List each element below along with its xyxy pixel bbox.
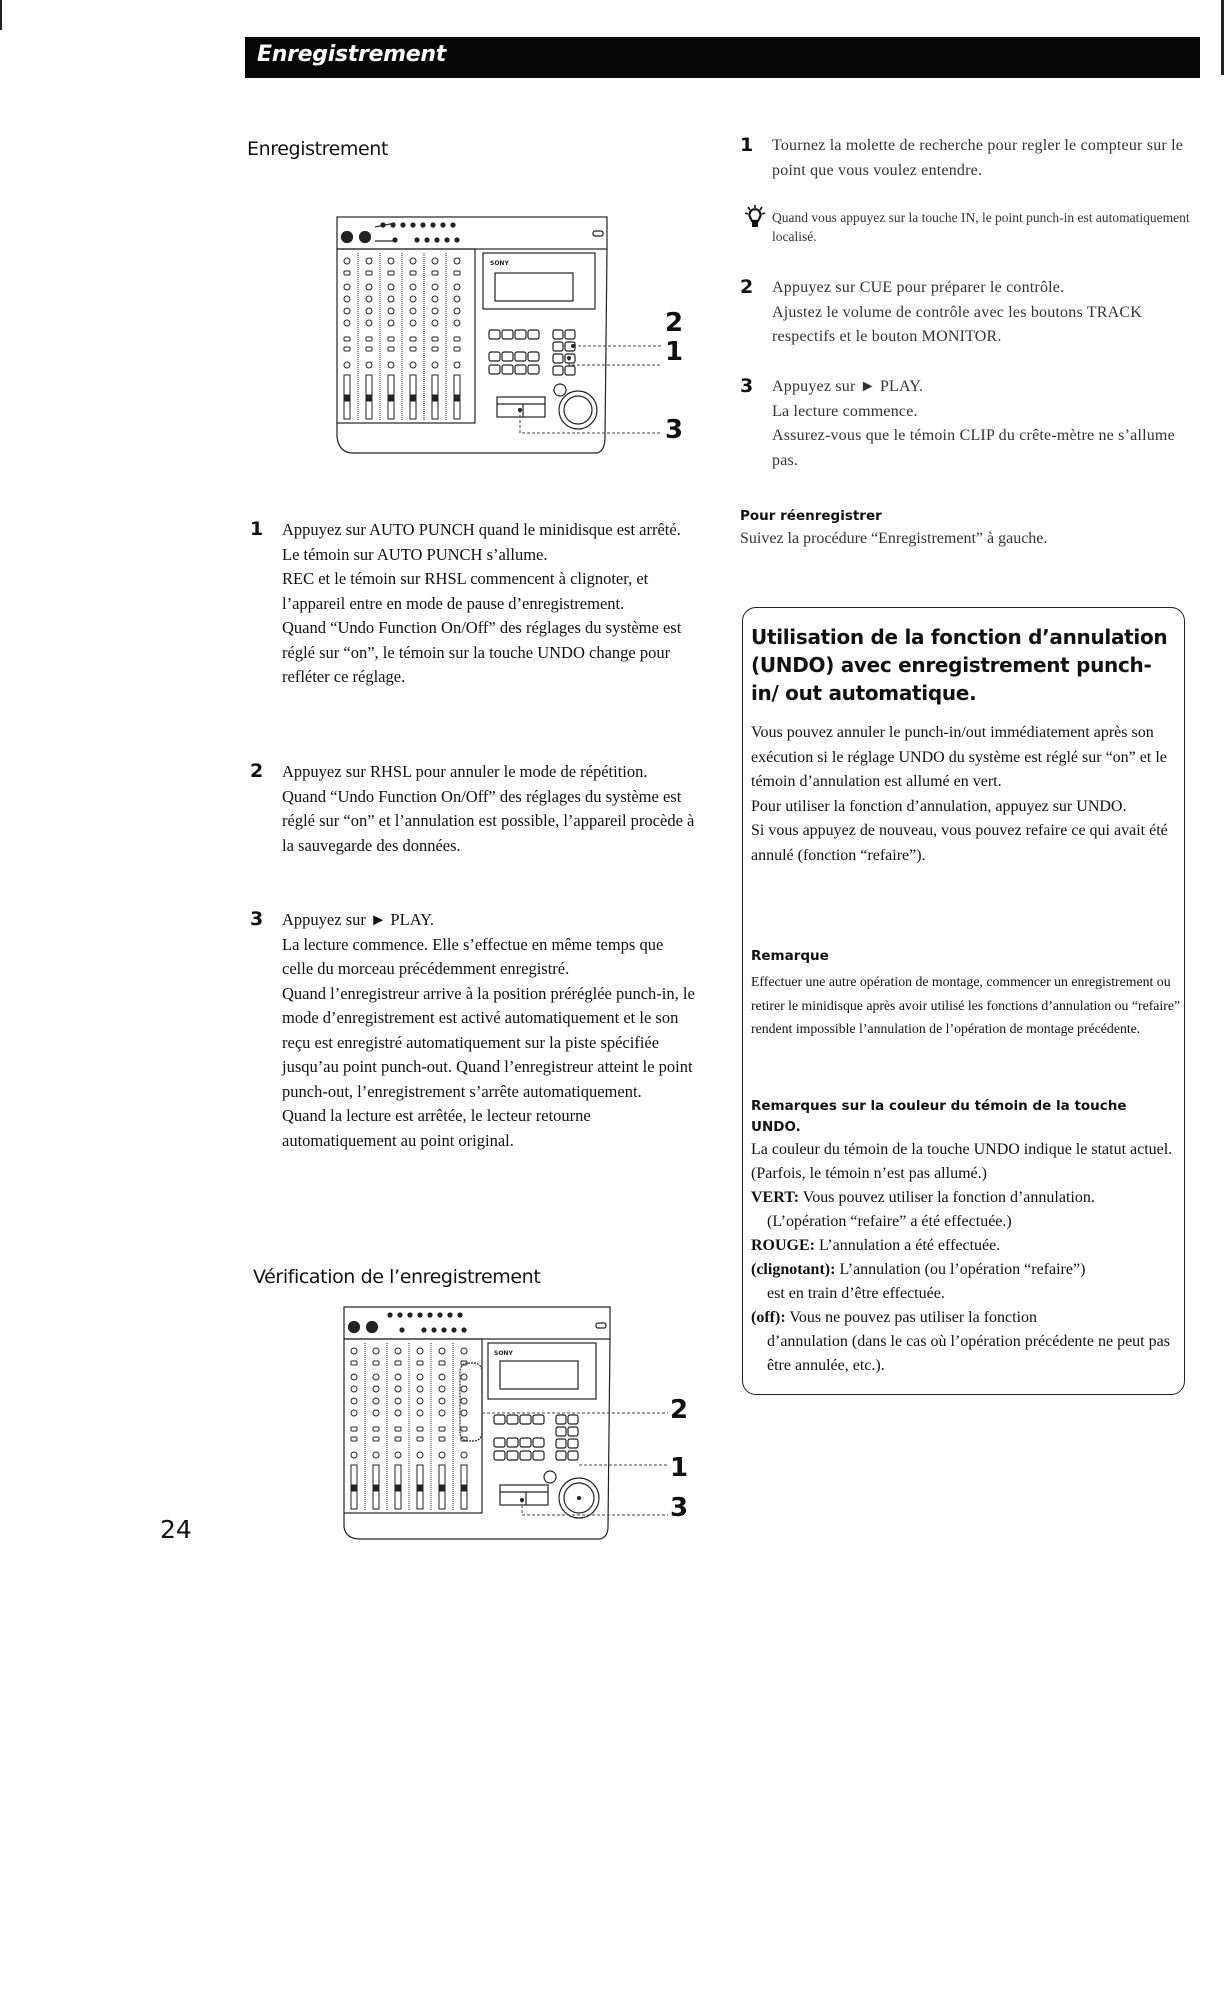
knob xyxy=(366,258,372,264)
step-text: La lecture commence. Elle s’effectue en même temps que celle du morceau précédemment enregistré. xyxy=(282,934,664,978)
knob xyxy=(395,1374,401,1380)
callout-label-2: 2 xyxy=(670,1395,689,1425)
knob xyxy=(366,296,372,302)
channel-button xyxy=(417,1361,423,1365)
brand-label: SONY xyxy=(490,260,509,267)
undo-box-paragraphs xyxy=(751,721,1181,868)
channel-button xyxy=(439,1427,445,1431)
knob xyxy=(454,308,460,314)
knob xyxy=(417,1374,423,1380)
channel-button xyxy=(410,271,416,275)
rerecord-text: Suivez la procédure “Enregistrement” à gauche. xyxy=(740,530,1048,547)
step-text: Appuyez sur AUTO PUNCH quand le minidisque est arrêté. xyxy=(282,520,681,539)
knob xyxy=(417,1398,423,1404)
step-text: Tournez la molette de recherche pour regler le compteur sur le point que vous voulez entendre. xyxy=(772,137,1184,179)
fader-cap xyxy=(395,1485,401,1491)
fader-cap xyxy=(439,1485,445,1491)
knob xyxy=(410,320,416,326)
channel-button xyxy=(395,1361,401,1365)
knob xyxy=(373,1348,379,1354)
knob xyxy=(432,284,438,290)
device-top-panel xyxy=(337,217,607,249)
fader-cap xyxy=(388,395,394,401)
knob xyxy=(366,362,372,368)
knob xyxy=(461,1410,467,1416)
color-note-cont: est en train d’être effectuée. xyxy=(767,1285,945,1302)
step-text: Appuyez sur ► PLAY. xyxy=(772,378,924,395)
callout-label-2: 2 xyxy=(665,308,684,338)
step-text: Assurez-vous que le témoin CLIP du crête-mètre ne s’allume pas. xyxy=(772,427,1175,469)
channel-button xyxy=(344,271,350,275)
remarque-heading: Remarque xyxy=(751,948,829,964)
fader-cap xyxy=(373,1485,379,1491)
knob xyxy=(373,1452,379,1458)
brand-label: SONY xyxy=(494,1350,513,1357)
knob xyxy=(432,362,438,368)
channel-button xyxy=(388,271,394,275)
channel-button xyxy=(366,337,372,341)
knob xyxy=(351,1386,357,1392)
channel-button xyxy=(439,1361,445,1365)
color-label: VERT: xyxy=(751,1189,800,1206)
knob xyxy=(432,296,438,302)
knob xyxy=(388,258,394,264)
section-title-recording: Enregistrement xyxy=(247,138,388,160)
knob xyxy=(432,320,438,326)
knob xyxy=(454,284,460,290)
knob xyxy=(373,1398,379,1404)
channel-button xyxy=(351,1427,357,1431)
channel-button xyxy=(439,1437,445,1441)
lcd-screen xyxy=(495,273,573,301)
eject-button xyxy=(593,231,603,236)
knob xyxy=(439,1398,445,1404)
knob xyxy=(461,1452,467,1458)
channel-button xyxy=(373,1427,379,1431)
step-number: 3 xyxy=(250,908,264,930)
fader-cap xyxy=(410,395,416,401)
channel-button xyxy=(410,347,416,351)
knob xyxy=(351,1398,357,1404)
knob xyxy=(395,1398,401,1404)
step-number: 3 xyxy=(740,375,754,397)
knob xyxy=(373,1386,379,1392)
knob xyxy=(395,1386,401,1392)
channel-button xyxy=(351,1361,357,1365)
color-label: (off): xyxy=(751,1309,786,1326)
knob xyxy=(351,1374,357,1380)
section-title-verification: Vérification de l’enregistrement xyxy=(253,1266,541,1288)
eject-button xyxy=(596,1323,606,1328)
knob xyxy=(388,320,394,326)
chapter-title: Enregistrement xyxy=(257,42,446,67)
callout-label-1: 1 xyxy=(670,1453,689,1483)
undo-paragraph: Pour utiliser la fonction d’annulation, appuyez sur UNDO. xyxy=(751,797,1127,815)
knob xyxy=(344,320,350,326)
knob xyxy=(417,1452,423,1458)
step-text: Quand l’enregistreur arrive à la position préréglée punch-in, le mode d’enregistrement est activé automatiquement et le son reçu est enregistré automatiquement sur la piste spécifiée jusqu’au point punch-out. Quand l’enregistreur atteint le point punch-out, l’enregistrement s’arrête automatiquement. xyxy=(282,983,695,1101)
step-text: Quand “Undo Function On/Off” des réglages du système est réglé sur “on”, le témoin sur la touche UNDO change pour refléter ce réglage. xyxy=(282,618,682,686)
lcd-screen xyxy=(500,1361,578,1389)
remarque-text: Effectuer une autre opération de montage, commencer un enregistrement ou retirer le minidisque après avoir utilisé les fonctions d’annulation ou “refaire” rendent impossible l’annulation de l’opération de montage précédente. xyxy=(751,974,1181,1036)
highlight-track-controls xyxy=(460,1363,482,1441)
color-desc: L’annulation (ou l’opération “refaire”) xyxy=(839,1261,1086,1278)
step-text: Appuyez sur CUE pour préparer le contrôle. xyxy=(772,279,1065,296)
knob xyxy=(410,308,416,314)
knob xyxy=(366,320,372,326)
channel-button xyxy=(373,1361,379,1365)
step-number: 2 xyxy=(740,276,754,298)
channel-button xyxy=(366,271,372,275)
rerecord-heading: Pour réenregistrer xyxy=(740,508,882,524)
step-number: 2 xyxy=(250,760,264,782)
device-top-panel xyxy=(344,1307,610,1339)
color-label: (clignotant): xyxy=(751,1261,836,1278)
color-note-red xyxy=(751,1234,1183,1258)
knob xyxy=(351,1348,357,1354)
knob xyxy=(461,1398,467,1404)
knob xyxy=(439,1452,445,1458)
channel-button xyxy=(388,337,394,341)
callout-label-1: 1 xyxy=(665,337,684,367)
callout-line-3 xyxy=(522,1500,668,1515)
channel-button xyxy=(388,347,394,351)
fader-cap xyxy=(344,395,350,401)
color-notes-intro: La couleur du témoin de la touche UNDO indique le statut actuel. (Parfois, le témoin n’est pas allumé.) xyxy=(751,1141,1173,1182)
color-desc: Vous pouvez utiliser la fonction d’annulation. xyxy=(802,1189,1095,1206)
knob xyxy=(461,1374,467,1380)
knob xyxy=(454,362,460,368)
channel-button xyxy=(344,337,350,341)
channel-button xyxy=(432,337,438,341)
knob xyxy=(344,308,350,314)
knob xyxy=(388,296,394,302)
knob xyxy=(461,1386,467,1392)
knob xyxy=(373,1374,379,1380)
color-desc: Vous ne pouvez pas utiliser la fonction xyxy=(789,1309,1038,1326)
channel-button xyxy=(417,1437,423,1441)
knob xyxy=(366,308,372,314)
step-text: REC et le témoin sur RHSL commencent à clignoter, et l’appareil entre en mode de pause d’enregistrement. xyxy=(282,569,649,613)
fader-cap xyxy=(432,395,438,401)
knob xyxy=(439,1410,445,1416)
step-number: 1 xyxy=(740,134,754,156)
undo-info-box xyxy=(742,607,1185,1395)
knob xyxy=(351,1452,357,1458)
channel-button xyxy=(432,271,438,275)
fader-cap xyxy=(366,395,372,401)
knob xyxy=(454,320,460,326)
knob xyxy=(454,296,460,302)
lightbulb-icon xyxy=(744,204,766,230)
channel-button xyxy=(395,1437,401,1441)
callout-label-3: 3 xyxy=(665,415,684,445)
knob xyxy=(439,1374,445,1380)
color-notes-heading: Remarques sur la couleur du témoin de la touche UNDO. xyxy=(751,1098,1127,1135)
knob xyxy=(395,1410,401,1416)
undo-paragraph: Si vous appuyez de nouveau, vous pouvez refaire ce qui avait été annulé (fonction “refaire”). xyxy=(751,822,1168,864)
step-text: Appuyez sur ► PLAY. xyxy=(282,910,435,929)
channel-button xyxy=(461,1427,467,1431)
step-text: La lecture commence. xyxy=(772,402,918,420)
channel-button xyxy=(454,271,460,275)
knob xyxy=(417,1348,423,1354)
color-desc: L’annulation a été effectuée. xyxy=(819,1237,1001,1254)
color-note-off xyxy=(751,1306,1183,1330)
channel-button xyxy=(417,1427,423,1431)
device-diagram-recording xyxy=(335,215,735,460)
step-text: Quand “Undo Function On/Off” des réglages du système est réglé sur “on” et l’annulation est possible, l’appareil procède à la sauvegarde des données. xyxy=(282,786,695,855)
step-text: Quand la lecture est arrêtée, le lecteur retourne automatiquement au point original. xyxy=(282,1106,591,1150)
undo-paragraph: Vous pouvez annuler le punch-in/out immédiatement après son exécution si le réglage UNDO du système est réglé sur “on” et le témoin d’annulation est allumé en vert. xyxy=(751,724,1167,790)
step-text: Ajustez le volume de contrôle avec les boutons TRACK respectifs et le bouton MONITOR. xyxy=(772,303,1143,345)
knob xyxy=(351,1410,357,1416)
color-note-green xyxy=(751,1186,1183,1210)
knob xyxy=(454,258,460,264)
channel-button xyxy=(410,337,416,341)
device-diagram-verification xyxy=(342,1305,742,1550)
callout-line-3 xyxy=(520,410,661,433)
callout-line-1 xyxy=(569,358,661,365)
tip-text: Quand vous appuyez sur la touche IN, le point punch-in est automatiquement localisé. xyxy=(772,210,1190,244)
knob xyxy=(344,296,350,302)
knob xyxy=(439,1386,445,1392)
channel-button xyxy=(351,1437,357,1441)
knob xyxy=(373,1410,379,1416)
color-note-blinking xyxy=(751,1258,1183,1282)
knob xyxy=(344,362,350,368)
knob xyxy=(461,1348,467,1354)
color-note-cont: (L’opération “refaire” a été effectuée.) xyxy=(767,1213,1012,1230)
color-label: ROUGE: xyxy=(751,1237,815,1254)
chapter-header-bar xyxy=(245,37,1200,78)
channel-button xyxy=(454,347,460,351)
color-notes xyxy=(751,1138,1183,1378)
knob xyxy=(432,258,438,264)
knob xyxy=(410,284,416,290)
knob xyxy=(417,1410,423,1416)
fader-cap xyxy=(461,1485,467,1491)
knob xyxy=(366,284,372,290)
knob xyxy=(388,308,394,314)
scan-edge-left xyxy=(0,0,2,30)
callout-label-3: 3 xyxy=(670,1493,689,1523)
knob xyxy=(432,308,438,314)
step-text: Le témoin sur AUTO PUNCH s’allume. xyxy=(282,544,548,564)
fader-cap xyxy=(351,1485,357,1491)
knob xyxy=(388,362,394,368)
knob xyxy=(410,258,416,264)
page-number: 24 xyxy=(160,1515,192,1544)
channel-button xyxy=(432,347,438,351)
knob xyxy=(410,362,416,368)
fader-cap xyxy=(417,1485,423,1491)
knob xyxy=(344,258,350,264)
fader-cap xyxy=(454,395,460,401)
color-note-cont: d’annulation (dans le cas où l’opération précédente ne peut pas être annulée, etc.). xyxy=(767,1333,1170,1374)
channel-button xyxy=(454,337,460,341)
knob xyxy=(388,284,394,290)
step-number: 1 xyxy=(250,518,264,540)
knob xyxy=(344,284,350,290)
knob xyxy=(439,1348,445,1354)
channel-button xyxy=(344,347,350,351)
knob xyxy=(395,1348,401,1354)
knob xyxy=(395,1452,401,1458)
channel-button xyxy=(395,1427,401,1431)
knob xyxy=(410,296,416,302)
undo-box-title: Utilisation de la fonction d’annulation (UNDO) avec enregistrement punch-in/ out automatique. xyxy=(751,625,1168,705)
step-text: Appuyez sur RHSL pour annuler le mode de répétition. xyxy=(282,762,648,781)
channel-button xyxy=(366,347,372,351)
knob xyxy=(417,1386,423,1392)
channel-button xyxy=(373,1437,379,1441)
